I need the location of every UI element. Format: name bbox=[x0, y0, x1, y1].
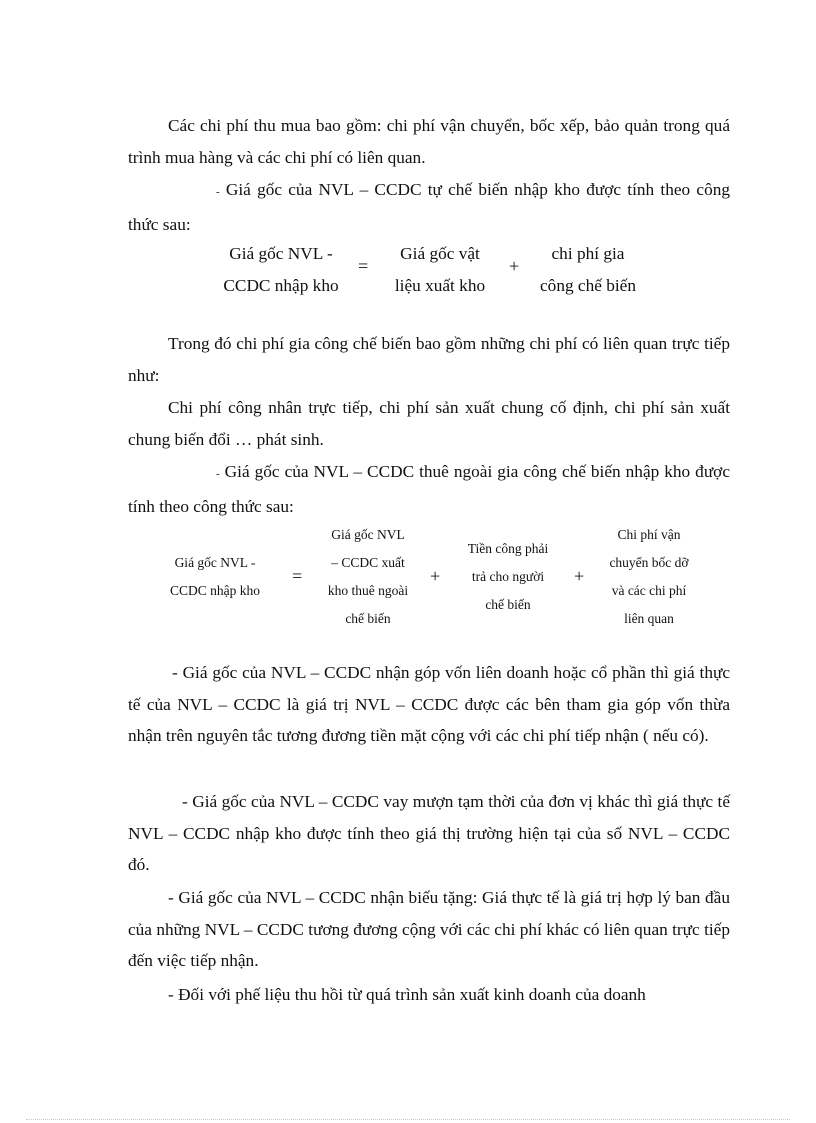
page-bottom-divider bbox=[26, 1119, 790, 1120]
formula2-term2-line3: chế biến bbox=[485, 597, 531, 612]
formula1-lhs-line2: CCDC nhập kho bbox=[223, 276, 339, 295]
formula1-equals: = bbox=[358, 256, 369, 276]
formula1-plus: + bbox=[509, 256, 520, 276]
bullet-dash: - bbox=[216, 468, 220, 480]
paragraph-outsourced bbox=[128, 456, 730, 522]
formula2-term2-line2: trả cho người bbox=[471, 569, 545, 584]
formula2-term2-line1: Tiền công phải bbox=[467, 541, 549, 556]
paragraph-self-processed-text: Giá gốc của NVL – CCDC tự chế biến nhập kho được tính theo công thức sau: bbox=[128, 180, 730, 234]
formula2-term3-line4: liên quan bbox=[624, 611, 674, 626]
formula2-term3-line3: và các chi phí bbox=[611, 583, 687, 598]
formula2-term3-line2: chuyển bốc dỡ bbox=[609, 555, 689, 570]
paragraph-capital-contribution: - Giá gốc của NVL – CCDC nhận góp vốn liên doanh hoặc cổ phần thì giá thực tế của NVL – CCDC là giá trị NVL – CCDC được các bên tham gia góp vốn thừa nhận trên nguyên tắc tương đương tiền mặt cộng với các chi phí tiếp nhận ( nếu có). bbox=[128, 663, 730, 745]
bullet-dash: - bbox=[216, 186, 220, 198]
formula2-term1-line2: – CCDC xuất bbox=[331, 555, 405, 570]
formula2-equals: = bbox=[292, 566, 303, 586]
formula1-term1-line1: Giá gốc vật bbox=[400, 244, 480, 263]
formula2-term1-line4: chế biến bbox=[345, 611, 391, 626]
paragraph-self-processed bbox=[128, 174, 730, 240]
formula2-plus-2: + bbox=[574, 566, 585, 586]
paragraph-direct-labor: Chi phí công nhân trực tiếp, chi phí sản xuất chung cố định, chi phí sản xuất chung biến đổi … phát sinh. bbox=[128, 398, 730, 449]
formula1-lhs-line1: Giá gốc NVL - bbox=[229, 244, 333, 263]
paragraph-donated: - Giá gốc của NVL – CCDC nhận biếu tặng: Giá thực tế là giá trị hợp lý ban đầu của những NVL – CCDC tương đương cộng với các chi phí khác có liên quan trực tiếp đến việc tiếp nhận. bbox=[128, 888, 730, 970]
paragraph-outsourced-text: Giá gốc của NVL – CCDC thuê ngoài gia công chế biến nhập kho được tính theo công thức sau: bbox=[128, 462, 730, 516]
paragraph-purchase-costs: Các chi phí thu mua bao gồm: chi phí vận chuyển, bốc xếp, bảo quản trong quá trình mua hàng và các chi phí có liên quan. bbox=[128, 116, 730, 167]
formula2-term1-line3: kho thuê ngoài bbox=[327, 583, 409, 598]
formula2-term1-line1: Giá gốc NVL bbox=[331, 527, 405, 542]
paragraph-processing-costs: Trong đó chi phí gia công chế biến bao gồm những chi phí có liên quan trực tiếp như: bbox=[128, 334, 730, 385]
paragraph-borrowed: - Giá gốc của NVL – CCDC vay mượn tạm thời của đơn vị khác thì giá thực tế NVL – CCDC nhập kho được tính theo giá thị trường hiện tại của số NVL – CCDC đó. bbox=[128, 792, 730, 874]
formula1-term1-line2: liệu xuất kho bbox=[394, 276, 486, 295]
formula2-lhs-line1: Giá gốc NVL - bbox=[174, 555, 256, 570]
formula1-term2-line2: công chế biến bbox=[540, 276, 636, 295]
formula1-term2-line1: chi phí gia bbox=[551, 244, 625, 263]
paragraph-scrap: - Đối với phế liệu thu hồi từ quá trình sản xuất kinh doanh của doanh bbox=[168, 985, 646, 1004]
formula2-term3-line1: Chi phí vận bbox=[617, 527, 681, 542]
formula2-lhs-line2: CCDC nhập kho bbox=[169, 583, 260, 598]
formula2-plus-1: + bbox=[430, 566, 441, 586]
